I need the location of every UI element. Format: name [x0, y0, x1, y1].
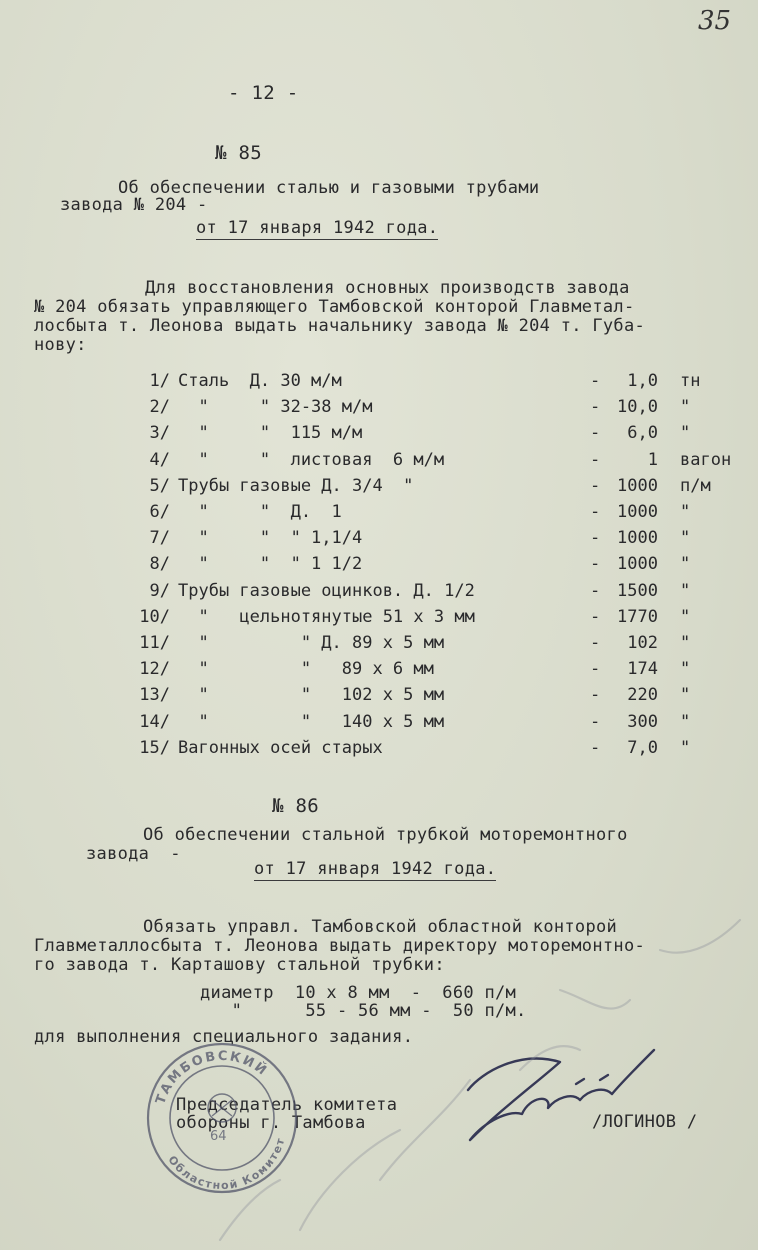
item-unit: ": [680, 580, 691, 601]
order-86-title-line1: Об обеспечении стальной трубкой моторемонтного: [143, 825, 628, 845]
item-quantity: 1,0: [627, 371, 658, 391]
item-quantity: 1000: [617, 475, 658, 496]
item-dash: -: [590, 554, 601, 575]
order-85-title-line1: Об обеспечении сталью и газовыми трубами: [118, 178, 540, 198]
item-quantity: 102: [627, 633, 658, 653]
item-row: [0, 659, 758, 685]
order-85-title-line2: завода № 204 -: [60, 195, 208, 215]
item-dash: -: [590, 502, 601, 522]
item-number: 2/: [149, 397, 170, 418]
item-row: [0, 738, 758, 764]
item-number: 10/: [139, 606, 170, 627]
item-dash: -: [590, 606, 601, 627]
item-row: [0, 502, 758, 528]
page-number: - 12 -: [228, 82, 299, 104]
item-quantity: 1000: [617, 554, 658, 575]
item-row: [0, 633, 758, 659]
item-row: [0, 554, 758, 580]
item-quantity: 1: [647, 449, 658, 470]
item-number: 1/: [149, 371, 170, 391]
item-number: 9/: [149, 580, 170, 601]
signature-name: /ЛОГИНОВ /: [592, 1112, 698, 1132]
item-row: [0, 450, 758, 476]
order-86-date: от 17 января 1942 года.: [254, 859, 497, 879]
item-description: " " 115 м/м: [178, 423, 363, 444]
item-number: 11/: [139, 633, 170, 653]
order-86-body-line2: Главметаллосбыта т. Леонова выдать директору моторемонтно-: [34, 936, 646, 956]
order-85-body-line1: Для восстановления основных производств завода: [145, 278, 630, 298]
item-number: 5/: [149, 475, 170, 496]
item-row: [0, 423, 758, 449]
item-number: 13/: [139, 685, 170, 706]
folio-number: 35: [698, 6, 732, 36]
item-quantity: 1770: [617, 606, 658, 627]
item-description: " " листовая 6 м/м: [178, 449, 445, 470]
item-dash: -: [590, 633, 601, 653]
signature-title-line1: Председатель комитета: [176, 1095, 398, 1115]
item-quantity: 174: [627, 659, 658, 680]
item-unit: ": [680, 528, 691, 549]
item-row: [0, 685, 758, 711]
order-86-number: № 86: [272, 795, 319, 817]
item-dash: -: [590, 475, 601, 496]
item-dash: -: [590, 371, 601, 391]
item-description: Вагонных осей старых: [178, 737, 383, 758]
svg-text:64: 64: [210, 1129, 227, 1144]
item-quantity: 1000: [617, 528, 658, 549]
item-dash: -: [590, 659, 601, 680]
order-85-body-line2: № 204 обязать управляющего Тамбовской конторой Главметал-: [34, 297, 635, 317]
item-unit: ": [680, 659, 691, 680]
item-row: [0, 528, 758, 554]
item-description: " " " 1 1/2: [178, 554, 363, 575]
order-85-body-line3: лосбыта т. Леонова выдать начальнику завода № 204 т. Губа-: [34, 316, 646, 336]
order-86-spec-line1: диаметр 10 х 8 мм - 660 п/м: [200, 983, 517, 1003]
order-85-body-line4: нову:: [34, 335, 87, 355]
item-unit: ": [680, 633, 691, 653]
order-86-spec-line2: " 55 - 56 мм - 50 п/м.: [200, 1001, 527, 1021]
item-dash: -: [590, 397, 601, 418]
item-row: [0, 712, 758, 738]
item-quantity: 1000: [617, 502, 658, 522]
item-quantity: 220: [627, 685, 658, 706]
item-description: " цельнотянутые 51 х 3 мм: [178, 606, 475, 627]
item-unit: вагон: [680, 449, 732, 470]
item-dash: -: [590, 685, 601, 706]
item-description: " " Д. 89 х 5 мм: [178, 633, 445, 653]
item-dash: -: [590, 528, 601, 549]
item-description: " " 32-38 м/м: [178, 397, 373, 418]
item-number: 7/: [149, 528, 170, 549]
order-86-title-line2: завода -: [86, 844, 181, 864]
item-quantity: 7,0: [627, 737, 658, 758]
item-quantity: 300: [627, 711, 658, 732]
item-description: " " " 1,1/4: [178, 528, 363, 549]
item-unit: ": [680, 423, 691, 444]
item-description: Сталь Д. 30 м/м: [178, 371, 342, 391]
item-row: [0, 476, 758, 502]
item-dash: -: [590, 423, 601, 444]
item-number: 4/: [149, 449, 170, 470]
item-description: Трубы газовые Д. 3/4 ": [178, 475, 414, 496]
item-number: 6/: [149, 502, 170, 522]
item-unit: ": [680, 397, 691, 418]
order-85-date: от 17 января 1942 года.: [196, 218, 439, 238]
item-row: [0, 371, 758, 397]
item-unit: ": [680, 737, 691, 758]
item-description: " " 140 х 5 мм: [178, 711, 445, 732]
item-row: [0, 397, 758, 423]
item-description: " " 102 х 5 мм: [178, 685, 445, 706]
item-dash: -: [590, 580, 601, 601]
item-number: 8/: [149, 554, 170, 575]
item-unit: ": [680, 685, 691, 706]
item-description: " " Д. 1: [178, 502, 342, 522]
item-unit: ": [680, 502, 691, 522]
item-unit: ": [680, 711, 691, 732]
order-86-body-line3: го завода т. Карташову стальной трубки:: [34, 955, 445, 975]
item-row: [0, 581, 758, 607]
item-unit: п/м: [680, 475, 711, 496]
item-description: " " 89 х 6 мм: [178, 659, 434, 680]
item-number: 14/: [139, 711, 170, 732]
item-number: 12/: [139, 659, 170, 680]
signature-title-line2: обороны г. Тамбова: [176, 1113, 366, 1133]
item-unit: ": [680, 554, 691, 575]
svg-text:Областной Комитет: Областной Комитет: [165, 1135, 288, 1193]
item-number: 3/: [149, 423, 170, 444]
item-number: 15/: [139, 737, 170, 758]
item-row: [0, 607, 758, 633]
item-dash: -: [590, 737, 601, 758]
item-description: Трубы газовые оцинков. Д. 1/2: [178, 580, 475, 601]
order-85-number: № 85: [215, 142, 262, 164]
item-quantity: 1500: [617, 580, 658, 601]
item-dash: -: [590, 711, 601, 732]
order-86-closing: для выполнения специального задания.: [34, 1027, 414, 1047]
item-unit: тн: [680, 371, 701, 391]
svg-text:ТАМБОВСКИЙ: ТАМБОВСКИЙ: [153, 1048, 271, 1107]
item-quantity: 6,0: [627, 423, 658, 444]
item-unit: ": [680, 606, 691, 627]
item-dash: -: [590, 449, 601, 470]
order-86-body-line1: Обязать управл. Тамбовской областной конторой: [143, 917, 618, 937]
item-quantity: 10,0: [617, 397, 658, 418]
